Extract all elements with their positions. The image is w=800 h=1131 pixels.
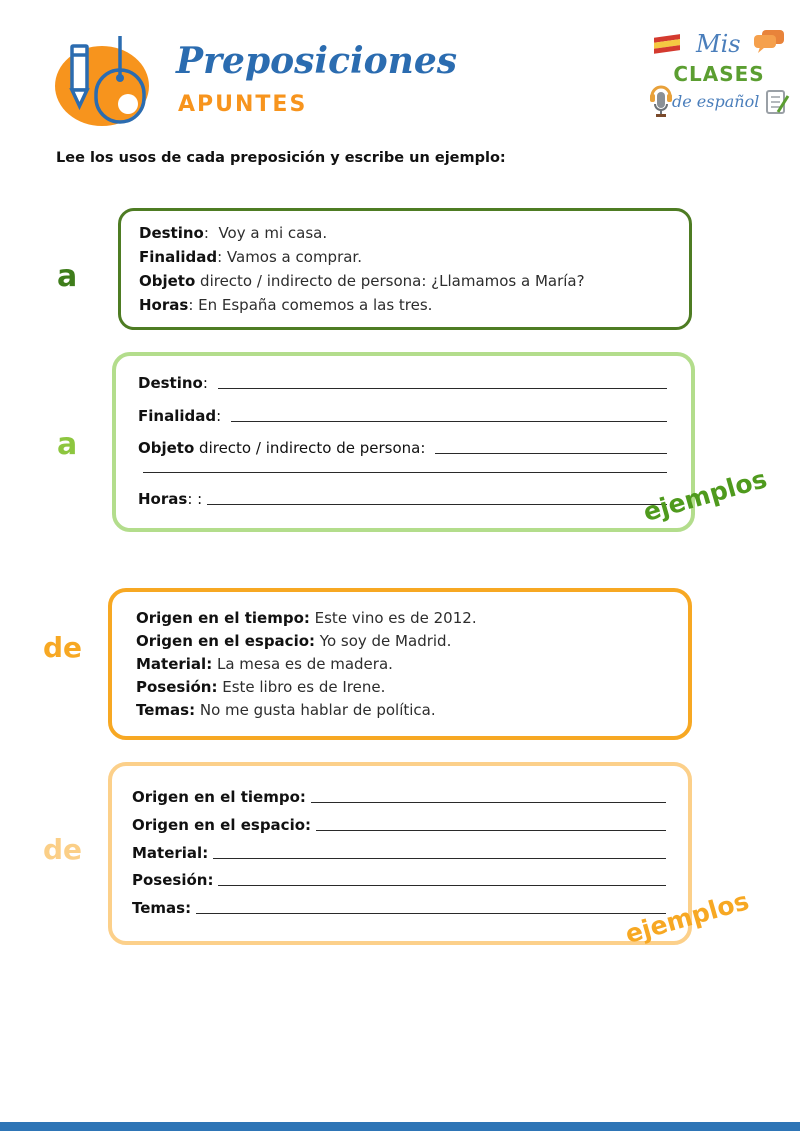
write-in-line — [311, 802, 666, 803]
page-title: Preposiciones — [176, 40, 458, 82]
instruction-text: Lee los usos de cada preposición y escribe un ejemplo: — [56, 150, 506, 166]
footer-accent-bar — [0, 1122, 800, 1131]
fill-in-row: Horas : : — [138, 490, 669, 508]
write-in-line — [207, 504, 667, 505]
box-a-practice — [112, 352, 695, 532]
write-in-line — [213, 858, 666, 859]
fill-in-row — [138, 472, 669, 476]
spain-flag-icon — [652, 30, 682, 58]
microphone-headphones-icon — [648, 82, 674, 122]
fill-in-row: Origen en el tiempo: — [132, 788, 668, 806]
page-subtitle: APUNTES — [178, 92, 308, 117]
section-label-a-examples: a — [57, 259, 78, 294]
section-label-de-practice: de — [43, 833, 83, 866]
brand-clases-text: CLASES — [673, 62, 765, 86]
usage-row: Posesión: Este libro es de Irene. — [136, 678, 386, 696]
section-label-a-practice: a — [57, 427, 78, 462]
write-in-line — [218, 388, 667, 389]
usage-row: Objeto directo / indirecto de persona: ¿Llamamos a María? — [139, 272, 585, 290]
fill-in-row: Posesión: — [132, 871, 668, 889]
ejemplos-label-green: ejemplos — [640, 464, 771, 527]
usage-row: Origen en el tiempo: Este vino es de 2012. — [136, 609, 477, 627]
write-in-line — [196, 913, 666, 914]
pencil-mouse-logo-icon — [44, 34, 156, 132]
write-in-line — [143, 472, 667, 473]
fill-in-row: Objeto directo / indirecto de persona: — [138, 439, 669, 457]
write-in-line — [316, 830, 666, 831]
write-in-line — [435, 453, 667, 454]
fill-in-row: Material: — [132, 844, 668, 862]
box-de-practice — [108, 762, 692, 945]
usage-row: Temas: No me gusta hablar de política. — [136, 701, 436, 719]
usage-row: Material: La mesa es de madera. — [136, 655, 393, 673]
brand-block — [640, 22, 798, 122]
ejemplos-label-orange: ejemplos — [622, 886, 753, 949]
brand-mis-text: Mis — [696, 30, 741, 58]
fill-in-row: Finalidad : — [138, 407, 669, 425]
speech-bubbles-icon — [752, 28, 786, 58]
usage-row: Origen en el espacio: Yo soy de Madrid. — [136, 632, 452, 650]
notepad-pencil-icon — [764, 88, 790, 120]
fill-in-row: Destino : — [138, 374, 669, 392]
usage-row: Destino: Voy a mi casa. — [139, 224, 328, 242]
section-label-de-examples: de — [43, 631, 83, 664]
box-de-examples — [108, 588, 692, 740]
fill-in-row: Origen en el espacio: — [132, 816, 668, 834]
usage-row: Finalidad: Vamos a comprar. — [139, 248, 362, 266]
box-a-examples — [118, 208, 692, 330]
usage-row: Horas: En España comemos a las tres. — [139, 296, 433, 314]
write-in-line — [231, 421, 667, 422]
write-in-line — [218, 885, 666, 886]
brand-espanol-text: de español — [672, 92, 760, 111]
fill-in-row: Temas: — [132, 899, 668, 917]
